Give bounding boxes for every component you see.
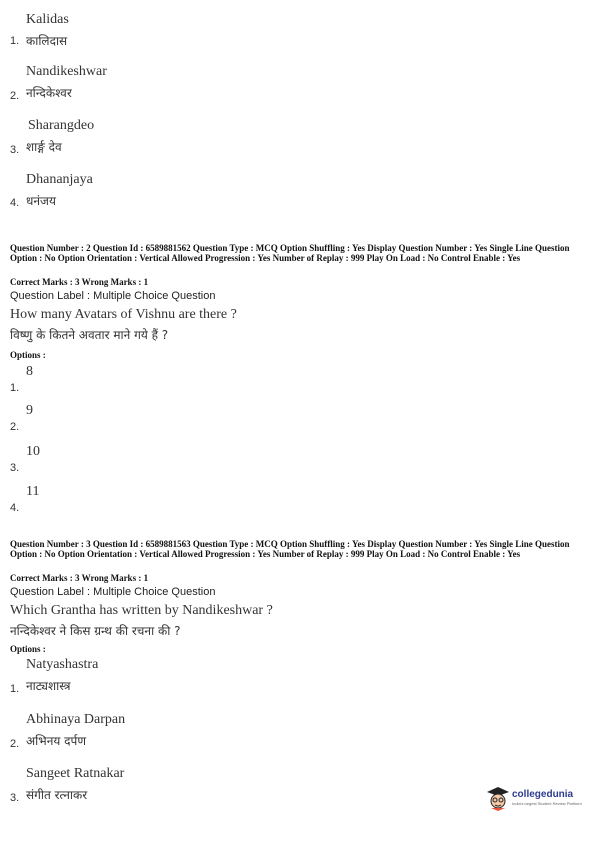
option-number: 4. <box>10 197 20 209</box>
option-number: 1. <box>10 382 20 394</box>
q2-option-1[interactable] <box>10 364 130 394</box>
option-text-hi: नाट्यशास्त्र <box>26 679 71 693</box>
option-number: 3. <box>10 462 20 474</box>
q3-text-en: Which Grantha has written by Nandikeshwar ? <box>10 603 273 618</box>
q2-text-en: How many Avatars of Vishnu are there ? <box>10 307 237 322</box>
option-number: 1. <box>10 683 20 695</box>
q3-meta: Question Number : 3 Question Id : 6589881563 Question Type : MCQ Option Shuffling : Yes Display Question Number : Yes Single Line Question Option : No Option Orientation : Vertical Allowed Progression : Yes Number of Replay : 999 Play On Load : No Control Enable : Yes <box>10 539 570 559</box>
option-text-en: Natyashastra <box>26 657 99 672</box>
option-number: 4. <box>10 502 20 514</box>
option-text-hi: नन्दिकेश्वर <box>26 86 72 100</box>
q2-option-3[interactable] <box>10 444 130 474</box>
q2-options-label: Options : <box>10 350 46 360</box>
q2-option-2[interactable] <box>10 403 130 433</box>
watermark-tagline: India's largest Student Review Platform <box>512 801 582 806</box>
collegedunia-watermark <box>486 786 581 812</box>
option-number: 3. <box>10 144 20 156</box>
option-text-en: Sharangdeo <box>28 118 95 133</box>
option-text-en: Sangeet Ratnakar <box>26 766 125 781</box>
q2-marks: Correct Marks : 3 Wrong Marks : 1 <box>10 277 149 287</box>
q3-option-3[interactable] <box>10 766 310 806</box>
q3-text-hi: नन्दिकेश्वर ने किस ग्रन्थ की रचना की ? <box>10 624 181 638</box>
q3-marks: Correct Marks : 3 Wrong Marks : 1 <box>10 573 149 583</box>
option-text-en: Dhananjaya <box>26 172 93 187</box>
option-value: 10 <box>26 444 40 459</box>
option-text-hi: संगीत रत्नाकर <box>26 788 88 802</box>
option-text-en: Kalidas <box>26 12 69 27</box>
q2-meta: Question Number : 2 Question Id : 6589881562 Question Type : MCQ Option Shuffling : Yes Display Question Number : Yes Single Line Question Option : No Option Orientation : Vertical Allowed Progression : Yes Number of Replay : 999 Play On Load : No Control Enable : Yes <box>10 243 570 263</box>
option-number: 1. <box>10 35 20 47</box>
option-text-hi: धनंजय <box>26 194 56 208</box>
option-number: 3. <box>10 792 20 804</box>
q1-option-4[interactable] <box>10 172 310 212</box>
q3-options-label: Options : <box>10 644 46 654</box>
q1-option-3[interactable] <box>10 118 310 158</box>
graduate-mascot-icon <box>486 786 510 812</box>
watermark-brand: collegedunia <box>512 789 574 800</box>
option-value: 9 <box>26 403 33 418</box>
option-number: 2. <box>10 90 20 102</box>
q2-label: Question Label : Multiple Choice Question <box>10 290 216 302</box>
option-text-hi: कालिदास <box>26 34 68 48</box>
q1-option-2[interactable] <box>10 64 310 104</box>
option-value: 11 <box>26 484 40 499</box>
option-text-en: Abhinaya Darpan <box>26 712 126 727</box>
option-text-hi: शार्ङ्ग देव <box>26 140 62 154</box>
option-number: 2. <box>10 738 20 750</box>
q3-option-2[interactable] <box>10 712 310 752</box>
q3-option-1[interactable] <box>10 657 310 697</box>
option-value: 8 <box>26 364 33 379</box>
q2-text-hi: विष्णु के कितने अवतार माने गये हैं ? <box>10 328 169 342</box>
q1-option-1[interactable] <box>10 12 310 52</box>
option-number: 2. <box>10 421 20 433</box>
option-text-en: Nandikeshwar <box>26 64 107 79</box>
option-text-hi: अभिनय दर्पण <box>26 734 87 748</box>
q3-label: Question Label : Multiple Choice Question <box>10 586 216 598</box>
q2-option-4[interactable] <box>10 484 130 514</box>
